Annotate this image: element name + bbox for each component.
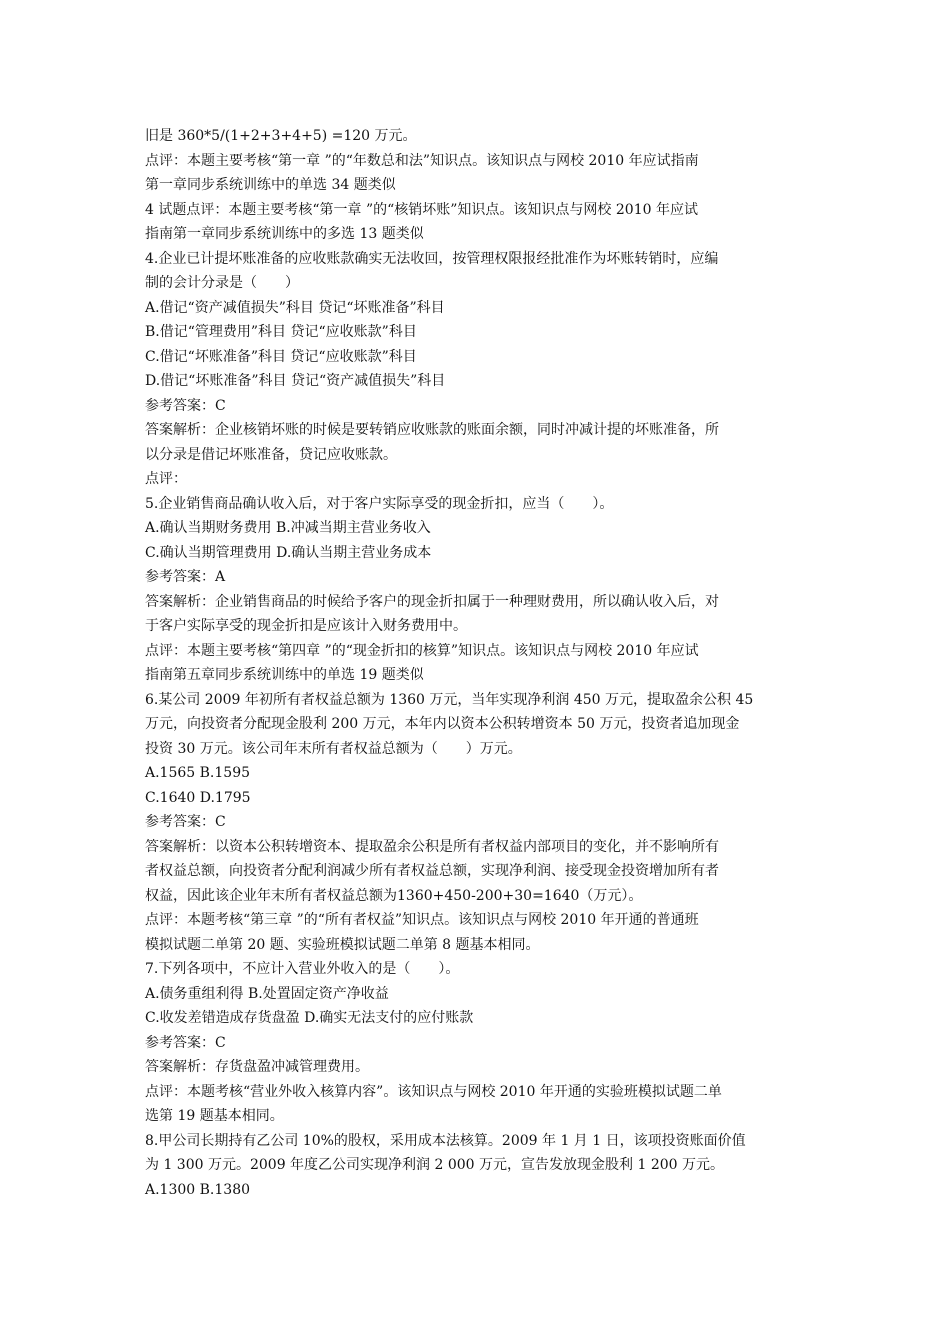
text-line: A.确认当期财务费用 B.冲减当期主营业务收入 — [145, 520, 431, 536]
text-line: 第一章同步系统训练中的单选 34 题类似 — [145, 177, 396, 193]
text-line: 制的会计分录是（ ） — [145, 275, 299, 291]
text-line: C.借记“坏账准备”科目 贷记“应收账款”科目 — [145, 348, 417, 365]
text-line: A.1565 B.1595 — [145, 765, 251, 781]
text-line: 4.企业已计提坏账准备的应收账款确实无法收回，按管理权限报经批准作为坏账转销时，应编 — [145, 250, 719, 267]
text-line: 选第 19 题基本相同。 — [145, 1108, 284, 1124]
text-line: B.借记“管理费用”科目 贷记“应收账款”科目 — [145, 324, 417, 340]
text-line: 于客户实际享受的现金折扣是应该计入财务费用中。 — [145, 618, 467, 634]
text-line: 参考答案：A — [145, 569, 226, 585]
text-line: 点评：本题考核“营业外收入核算内容”。该知识点与网校 2010 年开通的实验班模拟试题二单 — [145, 1083, 722, 1100]
text-line: 指南第一章同步系统训练中的多选 13 题类似 — [145, 226, 424, 242]
text-line: 以分录是借记坏账准备，贷记应收账款。 — [145, 446, 397, 463]
text-line: 指南第五章同步系统训练中的单选 19 题类似 — [145, 667, 424, 683]
text-line: 4 试题点评：本题主要考核“第一章 ”的“核销坏账”知识点。该知识点与网校 2010 年应试 — [145, 201, 698, 218]
text-line: 为 1 300 万元。2009 年度乙公司实现净利润 2 000 万元，宣告发放现金股利 1 200 万元。 — [145, 1157, 725, 1173]
text-line: 7.下列各项中，不应计入营业外收入的是（ ）。 — [145, 961, 460, 977]
text-line: 6.某公司 2009 年初所有者权益总额为 1360 万元，当年实现净利润 450 万元，提取盈余公积 45 — [145, 691, 754, 708]
text-line: 点评：本题主要考核“第一章 ”的“年数总和法”知识点。该知识点与网校 2010 年应试指南 — [145, 152, 699, 169]
text-line: 8.甲公司长期持有乙公司 10%的股权，采用成本法核算。2009 年 1 月 1 日，该项投资账面价值 — [145, 1132, 746, 1149]
text-line: 万元，向投资者分配现金股利 200 万元，本年内以资本公积转增资本 50 万元，投资者追加现金 — [145, 716, 740, 732]
text-line: 答案解析：企业销售商品的时候给予客户的现金折扣属于一种理财费用，所以确认收入后，对 — [145, 593, 719, 610]
text-line: 权益，因此该企业年末所有者权益总额为1360+450-200+30=1640（万元）。 — [145, 887, 643, 904]
text-line: C.确认当期管理费用 D.确认当期主营业务成本 — [145, 544, 432, 561]
text-line: A.借记“资产减值损失”科目 贷记“坏账准备”科目 — [145, 299, 445, 316]
text-line: 答案解析：以资本公积转增资本、提取盈余公积是所有者权益内部项目的变化，并不影响所有 — [145, 838, 719, 855]
document-body — [145, 124, 815, 1202]
text-line: A.债务重组利得 B.处置固定资产净收益 — [145, 985, 389, 1002]
text-line: 投资 30 万元。该公司年末所有者权益总额为（ ）万元。 — [145, 740, 522, 757]
text-line: 答案解析：存货盘盈冲减管理费用。 — [145, 1059, 369, 1075]
text-line: 答案解析：企业核销坏账的时候是要转销应收账款的账面余额，同时冲减计提的坏账准备，所 — [145, 422, 719, 438]
text-line: 点评： — [145, 471, 187, 487]
text-line: 模拟试题二单第 20 题、实验班模拟试题二单第 8 题基本相同。 — [145, 936, 540, 953]
text-line: C.1640 D.1795 — [145, 789, 251, 806]
text-line: 点评：本题考核“第三章 ”的“所有者权益”知识点。该知识点与网校 2010 年开通的普通班 — [145, 912, 699, 928]
text-line: 参考答案：C — [145, 1034, 226, 1051]
text-line: 点评：本题主要考核“第四章 ”的“现金折扣的核算”知识点。该知识点与网校 2010 年应试 — [145, 642, 699, 659]
text-line: D.借记“坏账准备”科目 贷记“资产减值损失”科目 — [145, 373, 446, 389]
text-line: 旧是 360*5/(1+2+3+4+5) =120 万元。 — [145, 128, 417, 144]
text-line: A.1300 B.1380 — [145, 1181, 251, 1198]
text-line: 参考答案：C — [145, 814, 226, 830]
text-line: 参考答案：C — [145, 397, 226, 414]
text-line: 5.企业销售商品确认收入后，对于客户实际享受的现金折扣，应当（ ）。 — [145, 495, 614, 512]
text-line: 者权益总额，向投资者分配利润减少所有者权益总额，实现净利润、接受现金投资增加所有者 — [145, 863, 719, 879]
text-line: C.收发差错造成存货盘盈 D.确实无法支付的应付账款 — [145, 1010, 474, 1026]
